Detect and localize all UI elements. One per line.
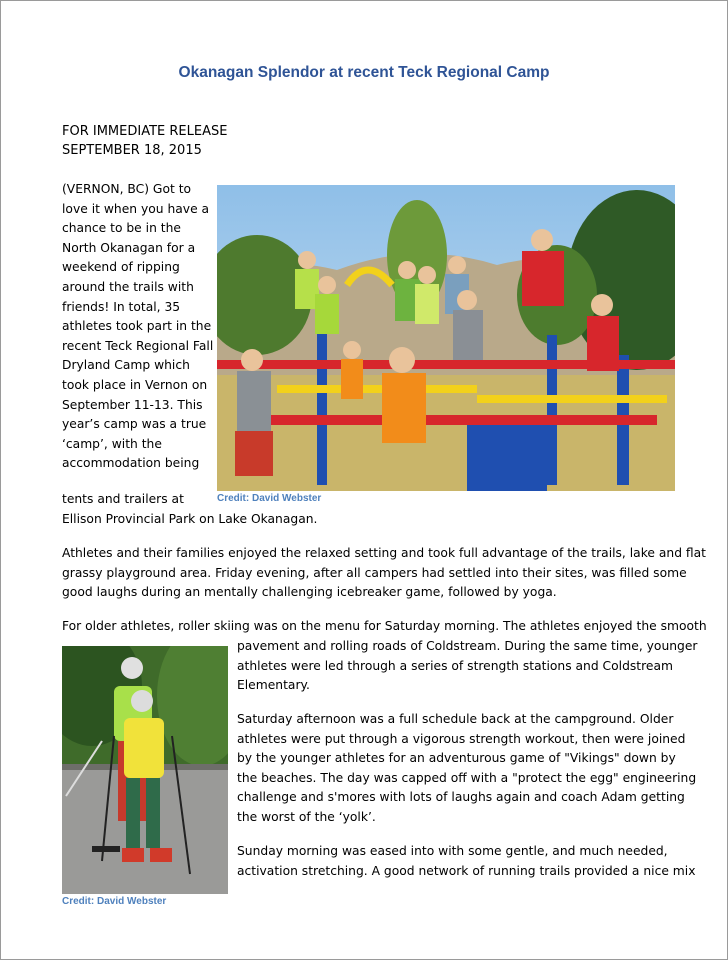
photo2-credit: Credit: David Webster <box>62 896 167 907</box>
paragraph-saturday-afternoon <box>237 710 696 828</box>
intro-tail-line: Ellison Provincial Park on Lake Okanagan. <box>62 511 318 526</box>
paragraph-line: Elementary. <box>237 678 310 693</box>
paragraph-line: challenge and s'mores with lots of laughs again and coach Adam getting <box>237 790 685 805</box>
paragraph-line: pavement and rolling roads of Coldstream. During the same time, younger <box>237 639 698 653</box>
paragraph-line: good laughs during an mentally challenging icebreaker game, followed by yoga. <box>62 585 557 600</box>
intro-line: love it when you have a <box>62 201 210 216</box>
intro-line: recent Teck Regional Fall <box>62 338 214 353</box>
paragraph-line: Sunday morning was eased into with some gentle, and much needed, <box>237 844 668 858</box>
paragraph-line: activation stretching. A good network of running trails provided a nice mix <box>237 863 696 878</box>
release-date: SEPTEMBER 18, 2015 <box>62 143 202 158</box>
intro-line: September 11-13. This <box>62 397 203 412</box>
intro-line: Dryland Camp which <box>62 358 190 373</box>
intro-line: ‘camp’, with the <box>62 436 162 451</box>
intro-tail <box>62 490 317 529</box>
intro-line: around the trails with <box>62 279 194 294</box>
paragraph-line: athletes were led through a series of strength stations and Coldstream <box>237 658 673 673</box>
paragraph-line: Athletes and their families enjoyed the relaxed setting and took full advantage of the trails, lake and flat <box>62 546 707 560</box>
playground-photo-illustration <box>217 185 675 491</box>
paragraph-line: Saturday afternoon was a full schedule back at the campground. Older <box>237 712 674 726</box>
release-header <box>62 122 227 160</box>
intro-line: accommodation being <box>62 456 200 471</box>
paragraph-sunday <box>237 842 695 881</box>
photo1-credit: Credit: David Webster <box>217 493 322 504</box>
paragraph-line: the beaches. The day was capped off with a "protect the egg" engineering <box>237 770 697 785</box>
intro-column <box>62 180 212 474</box>
paragraph-roller-ski-first-line: For older athletes, roller skiing was on the menu for Saturday morning. The athletes enjoyed the smooth <box>62 619 707 633</box>
intro-line: athletes took part in the <box>62 319 212 334</box>
paragraph-line: athletes were put through a vigorous strength workout, then were joined <box>237 731 686 746</box>
roller-ski-photo <box>62 646 228 894</box>
paragraph-line: the worst of the ‘yolk’. <box>237 809 376 824</box>
intro-line: North Okanagan for a <box>62 240 196 255</box>
article-title: Okanagan Splendor at recent Teck Regional Camp <box>178 64 550 81</box>
release-label: FOR IMMEDIATE RELEASE <box>62 124 228 139</box>
playground-photo <box>217 185 675 491</box>
intro-line: (VERNON, BC) Got to <box>62 182 192 196</box>
intro-line: weekend of ripping <box>62 260 180 275</box>
intro-line: year’s camp was a true <box>62 417 207 432</box>
intro-line: chance to be in the <box>62 221 181 236</box>
paragraph-line: by the younger athletes for an adventurous game of "Vikings" down by <box>237 751 676 766</box>
intro-line: friends! In total, 35 <box>62 299 181 314</box>
roller-ski-photo-illustration <box>62 646 228 894</box>
paragraph-line: grassy playground area. Friday evening, after all campers had settled into their sites, was filled some <box>62 565 687 580</box>
paragraph-families <box>62 544 706 603</box>
intro-line: took place in Vernon on <box>62 377 208 392</box>
paragraph-roller-ski <box>237 637 697 696</box>
intro-tail-line: tents and trailers at <box>62 492 184 506</box>
